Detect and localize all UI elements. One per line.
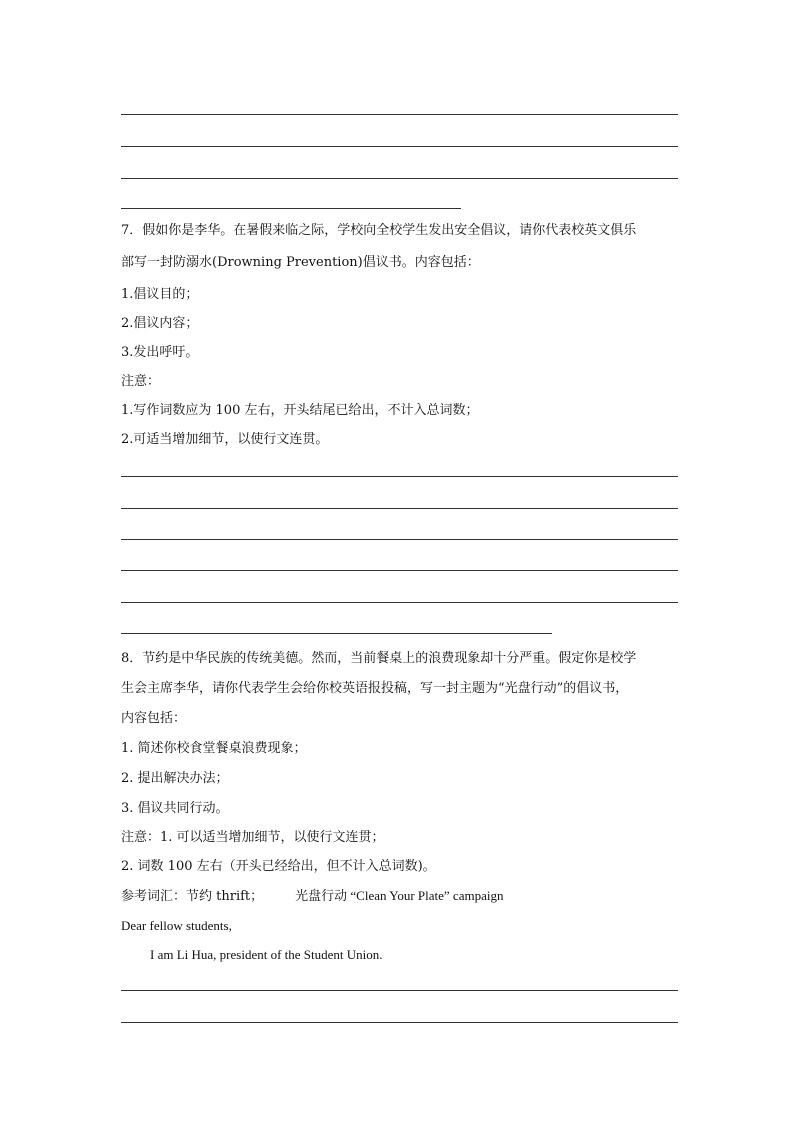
answer-line — [121, 602, 678, 603]
q7-point-2: 2.倡议内容； — [121, 316, 199, 331]
answer-line — [121, 1022, 678, 1023]
q8-prompt-line3: 内容包括： — [121, 711, 187, 726]
answer-line-short — [121, 208, 461, 209]
q8-salutation: Dear fellow students, — [121, 918, 232, 933]
q7-note-1: 1.写作词数应为 100 左右，开头结尾已给出，不计入总词数； — [121, 403, 479, 418]
q8-point-3: 3. 倡议共同行动。 — [121, 801, 229, 816]
answer-line — [121, 146, 678, 147]
q8-vocab-item-2: 光盘行动 “Clean Your Plate” campaign — [295, 888, 504, 903]
answer-line — [121, 539, 678, 540]
q7-point-3: 3.发出呼吁。 — [121, 345, 199, 360]
answer-line — [121, 178, 678, 179]
q8-vocab-item-1: 参考词汇：节约 thrift； — [121, 889, 264, 904]
answer-line — [121, 990, 678, 991]
q8-opening-sentence: I am Li Hua, president of the Student Union. — [150, 947, 383, 962]
answer-line — [121, 570, 678, 571]
answer-line-short — [121, 633, 552, 634]
q8-note-1: 注意：1. 可以适当增加细节，以使行文连贯； — [121, 830, 385, 845]
q8-point-2: 2. 提出解决办法； — [121, 771, 229, 786]
q7-note-label: 注意： — [121, 374, 161, 389]
q8-prompt-line2: 生会主席李华，请你代表学生会给你校英语报投稿，写一封主题为“光盘行动”的倡议书， — [121, 681, 629, 696]
q8-point-1: 1. 简述你校食堂餐桌浪费现象； — [121, 741, 307, 756]
answer-line — [121, 476, 678, 477]
q7-prompt-line2: 部写一封防溺水(Drowning Prevention)倡议书。内容包括： — [121, 255, 480, 270]
q7-point-1: 1.倡议目的； — [121, 287, 199, 302]
q8-prompt-line1: 8．节约是中华民族的传统美德。然而，当前餐桌上的浪费现象却十分严重。假定你是校学 — [121, 651, 637, 666]
q7-prompt-line1: 7．假如你是李华。在暑假来临之际，学校向全校学生发出安全倡议，请你代表校英文俱乐 — [121, 223, 637, 238]
q7-note-2: 2.可适当增加细节，以使行文连贯。 — [121, 432, 329, 447]
answer-line — [121, 508, 678, 509]
q8-vocab — [121, 887, 503, 906]
q8-note-2: 2. 词数 100 左右（开头已经给出，但不计入总词数)。 — [121, 859, 436, 874]
answer-line — [121, 114, 678, 115]
